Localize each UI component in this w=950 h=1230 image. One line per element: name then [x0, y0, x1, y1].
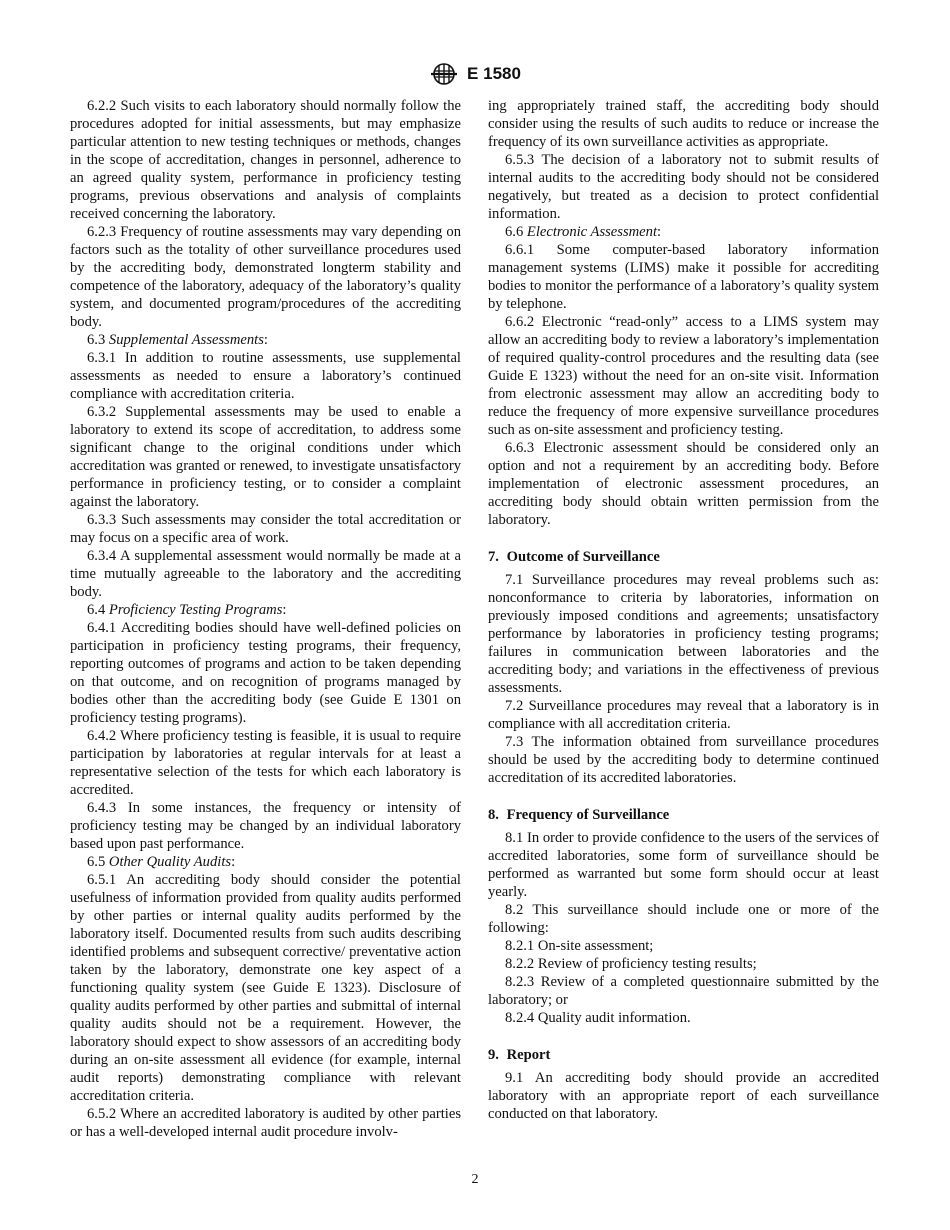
paragraph-8-2-2: 8.2.2 Review of proficiency testing results;: [505, 956, 757, 972]
subsection-6-6-heading: 6.6 Electronic Assessment:: [505, 224, 662, 240]
section-number: 8.: [488, 807, 499, 823]
section-number: 9.: [488, 1047, 499, 1063]
section-title: Outcome of Surveillance: [506, 549, 660, 565]
subsection-6-5-heading: 6.5 Other Quality Audits:: [87, 854, 236, 870]
paragraph-6-3-3: 6.3.3 Such assessments may consider the total accreditation or may focus on a specific area of work.: [70, 512, 461, 546]
subsection-number: 6.5: [87, 854, 106, 870]
subsection-6-4-heading: 6.4 Proficiency Testing Programs:: [87, 602, 287, 618]
paragraph-8-2: 8.2 This surveillance should include one or more of the following:: [488, 902, 879, 936]
paragraph-7-3: 7.3 The information obtained from surveillance procedures should be used by the accrediting body to determine continued accreditation of its accredited laboratories.: [488, 734, 879, 786]
paragraph-9-1: 9.1 An accrediting body should provide an accredited laboratory with an appropriate report of each surveillance conducted on that laboratory.: [488, 1070, 879, 1122]
section-title: Frequency of Surveillance: [506, 807, 670, 823]
section-8-heading: [488, 806, 879, 824]
paragraph-8-2-3: 8.2.3 Review of a completed questionnaire submitted by the laboratory; or: [488, 974, 879, 1008]
paragraph-8-1: 8.1 In order to provide confidence to the users of the services of accredited laboratories, some form of surveillance should be performed as warranted but some form should occur at least yearly.: [488, 830, 879, 900]
paragraph-6-4-2: 6.4.2 Where proficiency testing is feasible, it is usual to require participation by laboratories at regular intervals for at least a representative selection of the tests for which each laboratory is accredited.: [70, 728, 461, 798]
left-column: [70, 97, 461, 1141]
paragraph-6-6-3: 6.6.3 Electronic assessment should be considered only an option and not a requirement by an accrediting body. Before implementation of electronic assessment procedures, an accrediting body should obtain written permission from the laboratory.: [488, 440, 879, 528]
subsection-title: Proficiency Testing Programs: [108, 602, 283, 618]
section-7-heading: [488, 548, 879, 566]
paragraph-6-6-2: 6.6.2 Electronic “read-only” access to a LIMS system may allow an accrediting body to review a laboratory’s implementation of required quality-control procedures and the resulting data (see Guide E 1323) without the need for an on-site visit. Information from electronic assessment may allow an accrediting body to reduce the frequency of more expensive surveillance procedures such as on-site assessment and proficiency testing.: [488, 314, 879, 438]
page-header: [0, 62, 950, 86]
subsection-6-3-heading: 6.3 Supplemental Assessments:: [87, 332, 268, 348]
paragraph-8-2-1: 8.2.1 On-site assessment;: [505, 938, 654, 954]
paragraph-6-4-3: 6.4.3 In some instances, the frequency or intensity of proficiency testing may be changed by an individual laboratory based upon past performance.: [70, 800, 461, 852]
section-9-heading: [488, 1046, 879, 1064]
subsection-title: Electronic Assessment: [526, 224, 658, 240]
paragraph-6-6-1: 6.6.1 Some computer-based laboratory information management systems (LIMS) make it possible for accrediting bodies to monitor the performance of a laboratory’s quality system by telephone.: [488, 242, 879, 312]
paragraph-6-5-3: 6.5.3 The decision of a laboratory not to submit results of internal audits to the accrediting body should not be considered negatively, but treated as a decision to protect confidential information.: [488, 152, 879, 222]
paragraph-8-2-4: 8.2.4 Quality audit information.: [505, 1010, 691, 1026]
subsection-title: Supplemental Assessments: [108, 332, 264, 348]
right-column: [488, 97, 879, 1123]
paragraph-6-2-2: 6.2.2 Such visits to each laboratory should normally follow the procedures adopted for initial assessments, but may emphasize particular attention to new testing techniques or methods, changes in the scope of accreditation, changes in personnel, adherence to an agreed quality system, performance in proficiency testing programs, previous observations and analysis of complaints received concerning the laboratory.: [70, 98, 461, 222]
paragraph-6-5-2-continued: ing appropriately trained staff, the accrediting body should consider using the results of such audits to reduce or increase the frequency of its own surveillance activities as appropriate.: [488, 98, 879, 150]
subsection-number: 6.3: [87, 332, 106, 348]
page-number: 2: [471, 1172, 479, 1187]
subsection-title: Other Quality Audits: [108, 854, 232, 870]
paragraph-6-3-1: 6.3.1 In addition to routine assessments, use supplemental assessments as needed to ensure a laboratory’s continued compliance with accreditation criteria.: [70, 350, 461, 402]
paragraph-6-4-1: 6.4.1 Accrediting bodies should have well-defined policies on participation in proficiency testing programs, their frequency, reporting outcomes of programs and action to be taken depending on that outcome, and on recognition of programs managed by bodies other than the accrediting body (see Guide E 1301 on proficiency testing programs).: [70, 620, 461, 726]
standard-designation: E 1580: [467, 64, 521, 83]
paragraph-6-3-4: 6.3.4 A supplemental assessment would normally be made at a time mutually agreeable to the laboratory and the accrediting body.: [70, 548, 461, 600]
subsection-number: 6.6: [505, 224, 524, 240]
paragraph-6-3-2: 6.3.2 Supplemental assessments may be used to enable a laboratory to extend its scope of accreditation, to address some significant change to the original conditions under which accreditation was granted or renewed, to investigate unsatisfactory performance in proficiency testing, or to consider a complaint against the laboratory.: [70, 404, 461, 510]
paragraph-6-5-2: 6.5.2 Where an accredited laboratory is audited by other parties or has a well-developed internal audit procedure involv-: [70, 1106, 461, 1140]
paragraph-6-5-1: 6.5.1 An accrediting body should consider the potential usefulness of information provided from quality audits performed by other parties or internal quality audits performed by the laboratory itself. Documented results from such audits describing identified problems and subsequent corrective/ preventative action taken by the laboratory, demonstrate one key aspect of a functioning quality system (see Guide E 1323). Disclosure of quality audits performed by other parties and submittal of internal quality audits should not be a requirement. However, the laboratory should expect to show assessors of an accrediting body during an on-site assessment all evidence (for example, internal audit reports) demonstrating compliance with relevant accreditation criteria.: [70, 872, 461, 1104]
paragraph-7-1: 7.1 Surveillance procedures may reveal problems such as: nonconformance to criteria by laboratories, information on previously imposed conditions and agreements; unsatisfactory performance by laboratories in proficiency testing programs; failures in communication between laboratories and the accrediting body; and variations in the effectiveness of previous assessments.: [488, 572, 879, 696]
astm-logo-icon: [429, 62, 459, 86]
section-title: Report: [506, 1047, 551, 1063]
section-number: 7.: [488, 549, 499, 565]
subsection-number: 6.4: [87, 602, 106, 618]
paragraph-6-2-3: 6.2.3 Frequency of routine assessments may vary depending on factors such as the totality of other surveillance procedures used by the accrediting body, demonstrated longterm stability and competence of the laboratory, adequacy of the laboratory’s quality system, and documented program/procedures of the accrediting body.: [70, 224, 461, 330]
paragraph-7-2: 7.2 Surveillance procedures may reveal that a laboratory is in compliance with all accreditation criteria.: [488, 698, 879, 732]
